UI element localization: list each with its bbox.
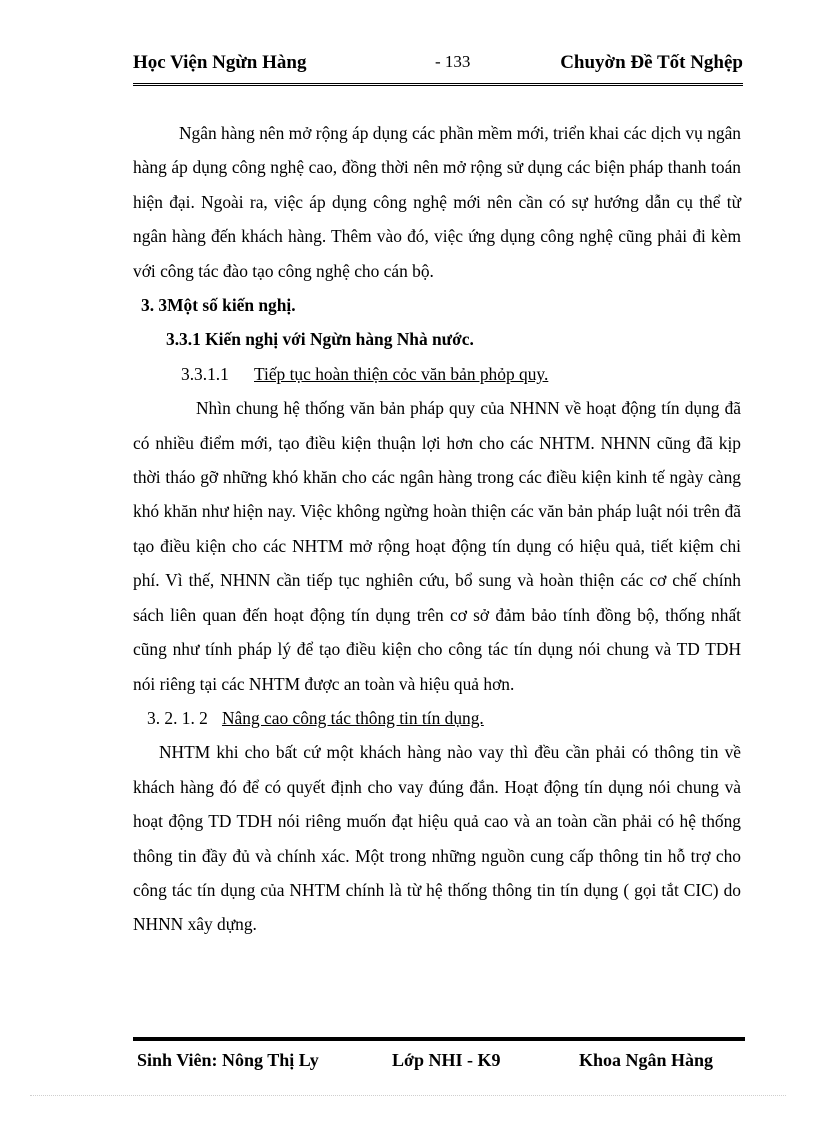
page-footer xyxy=(137,1050,737,1076)
subsection-number: 3. 2. 1. 2 xyxy=(147,707,208,728)
section-heading-3-3-1: 3.3.1 Kiến nghị với Ngừn hàng Nhà nước. xyxy=(166,329,474,350)
paragraph-legal-framework: Nhìn chung hệ thống văn bản pháp quy của NHNN về hoạt động tín dụng đã có nhiều điểm mới, tạo điều kiện thuận lợi hơn cho các NHTM. NHNN cũng đã kịp thời tháo gỡ những khó khăn cho các ngân hàng trong các điều kiện kinh tế ngày càng khó khăn như hiện nay. Việc không ngừng hoàn thiện các văn bản pháp luật nói trên đã tạo điều kiện cho các NHTM mở rộng hoạt động tín dụng có hiệu quả, tiết kiệm chi phí. Vì thế, NHNN cần tiếp tục nghiên cứu, bổ sung và hoàn thiện các cơ chế chính sách liên quan đến hoạt động tín dụng trên cơ sở đảm bảo tính đồng bộ, thống nhất cũng như tính pháp lý để tạo điều kiện cho công tác tín dụng nói chung và TD TDH nói riêng tại các NHTM được an toàn và hiệu quả hơn. xyxy=(133,398,741,694)
subsection-title: Tiếp tục hoàn thiện cỏc văn bản phỏp quy. xyxy=(254,363,549,384)
section-heading-3-3: 3. 3Một số kiến nghị. xyxy=(141,295,296,316)
page-number: - 133 xyxy=(435,52,471,71)
footer-student: Sinh Viên: Nông Thị Ly xyxy=(137,1050,319,1070)
subsection-title: Nâng cao công tác thông tin tín dụng. xyxy=(222,707,484,728)
page-edge-divider xyxy=(30,1095,786,1096)
footer-rule xyxy=(133,1037,745,1041)
footer-faculty: Khoa Ngân Hàng xyxy=(579,1050,714,1070)
paragraph-credit-information: NHTM khi cho bất cứ một khách hàng nào vay thì đều cần phải có thông tin về khách hàng đó để có quyết định cho vay đúng đắn. Hoạt động tín dụng nói chung và hoạt động TD TDH nói riêng muốn đạt hiệu quả cao và an toàn cần phải có hệ thống thông tin đầy đủ và chính xác. Một trong những nguồn cung cấp thông tin hỗ trợ cho công tác tín dụng của NHTM chính là từ hệ thống thông tin tín dụng ( gọi tắt CIC) do NHNN xây dựng. xyxy=(133,742,741,935)
header-document-type: Chuyờn Đề Tốt Nghệp xyxy=(560,52,743,73)
subsection-number: 3.3.1.1 xyxy=(181,363,229,384)
subsection-heading-3-2-1-2 xyxy=(133,701,741,735)
paragraph-technology: Ngân hàng nên mở rộng áp dụng các phần mềm mới, triển khai các dịch vụ ngân hàng áp dụng công nghệ cao, đồng thời nên mở rộng sử dụng các biện pháp thanh toán hiện đại. Ngoài ra, việc áp dụng công nghệ mới nên cần có sự hướng dẫn cụ thể từ ngân hàng đến khách hàng. Thêm vào đó, việc ứng dụng công nghệ cũng phải đi kèm với công tác đào tạo công nghệ cho cán bộ. xyxy=(133,123,741,281)
page-header xyxy=(133,52,743,80)
header-rule xyxy=(133,83,743,86)
document-body xyxy=(133,116,741,942)
subsection-heading-3-3-1-1 xyxy=(133,357,741,391)
header-institution: Học Viện Ngừn Hàng xyxy=(133,52,307,73)
footer-class: Lớp NHI - K9 xyxy=(392,1050,501,1070)
